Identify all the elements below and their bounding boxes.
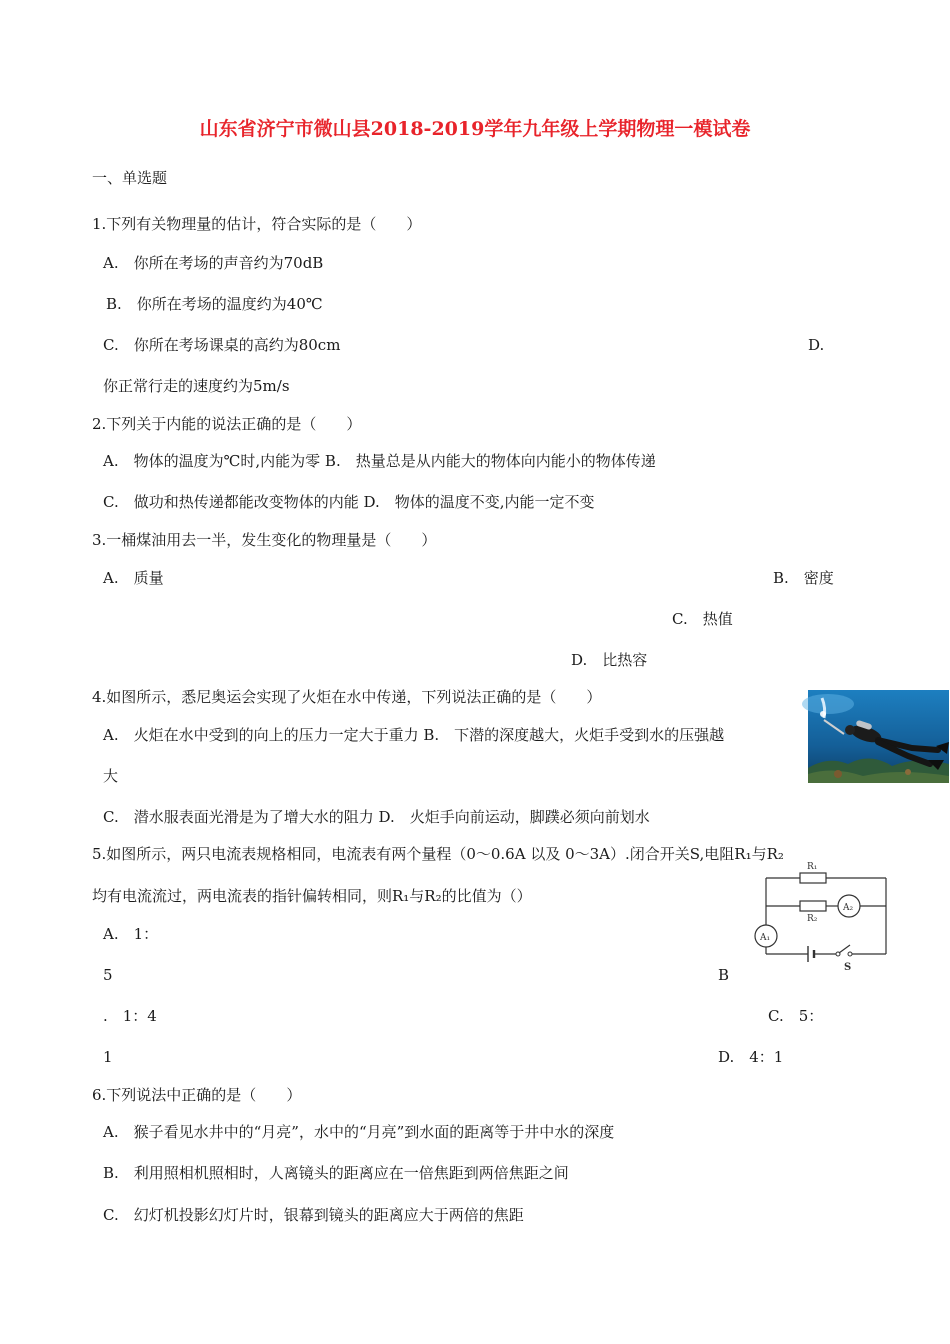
question-3-option-b: B. 密度 [773, 569, 834, 587]
question-6-option-a: A. 猴子看见水井中的“月亮”，水中的“月亮”到水面的距离等于井中水的深度 [103, 1123, 615, 1141]
question-2-options-ab: A. 物体的温度为℃时,内能为零 B. 热量总是从内能大的物体向内能小的物体传递 [103, 452, 656, 470]
question-5-stem-line2: 均有电流流过，两电流表的指针偏转相同，则R₁与R₂的比值为（） [92, 887, 532, 905]
page-title: 山东省济宁市微山县2018-2019学年九年级上学期物理一模试卷 [199, 118, 751, 140]
label-r1: R₁ [807, 862, 818, 872]
question-4-options-cd: C. 潜水服表面光滑是为了增大水的阻力 D. 火炬手向前运动，脚蹼必须向前划水 [103, 808, 650, 826]
underwater-torch-photo [808, 690, 949, 783]
question-1-option-d-text: 你正常行走的速度约为5m/s [103, 377, 290, 395]
question-5-option-c-part1: C. 5： [768, 1007, 824, 1025]
question-6-option-c: C. 幻灯机投影幻灯片时，银幕到镜头的距离应大于两倍的焦距 [103, 1206, 524, 1224]
label-r2: R₂ [807, 914, 818, 924]
question-2-stem: 2.下列关于内能的说法正确的是（ ） [92, 415, 362, 433]
question-3-stem: 3.一桶煤油用去一半，发生变化的物理量是（ ） [92, 531, 437, 549]
question-1-option-a: A. 你所在考场的声音约为70dB [103, 254, 324, 272]
question-6-stem: 6.下列说法中正确的是（ ） [92, 1086, 302, 1104]
question-5-option-d: D. 4：1 [718, 1048, 784, 1066]
label-a2: A₂ [843, 903, 854, 913]
question-5-option-b-part2: . 1：4 [103, 1007, 157, 1025]
question-1-option-c: C. 你所在考场课桌的高约为80cm [103, 336, 341, 354]
question-2-options-cd: C. 做功和热传递都能改变物体的内能 D. 物体的温度不变,内能一定不变 [103, 493, 595, 511]
question-1-option-d-label: D. [808, 336, 825, 354]
question-5-option-a-part2: 5 [103, 966, 113, 984]
question-1-option-b: B. 你所在考场的温度约为40℃ [106, 295, 323, 313]
label-a1: A₁ [760, 933, 771, 943]
resistor-r1 [800, 873, 826, 883]
question-3-option-c: C. 热值 [672, 610, 733, 628]
question-3-option-d: D. 比热容 [571, 651, 648, 669]
question-3-option-a: A. 质量 [103, 569, 164, 587]
label-s: S [844, 962, 852, 973]
question-4-options-ab-line1: A. 火炬在水中受到的向上的压力一定大于重力 B. 下潜的深度越大，火炬手受到水的压强越 [103, 726, 725, 744]
switch-icon [839, 945, 850, 953]
question-6-option-b: B. 利用照相机照相时，人离镜头的距离应在一倍焦距到两倍焦距之间 [103, 1164, 569, 1182]
question-5-option-c-part2: 1 [103, 1048, 113, 1066]
question-4-options-ab-line2: 大 [103, 767, 119, 785]
section-heading: 一、单选题 [92, 169, 168, 187]
circuit-diagram [750, 862, 890, 975]
question-4-stem: 4.如图所示，悉尼奥运会实现了火炬在水中传递，下列说法正确的是（ ） [92, 688, 602, 706]
resistor-r2 [800, 901, 826, 911]
question-5-option-b-part1: B [718, 966, 730, 984]
question-5-stem-line1: 5.如图所示，两只电流表规格相同，电流表有两个量程（0～0.6A 以及 0～3A）.闭合开关S,电阻R₁与R₂ [92, 845, 784, 863]
question-1-stem: 1.下列有关物理量的估计，符合实际的是（ ） [92, 215, 422, 233]
question-5-option-a-part1: A. 1： [103, 925, 159, 943]
